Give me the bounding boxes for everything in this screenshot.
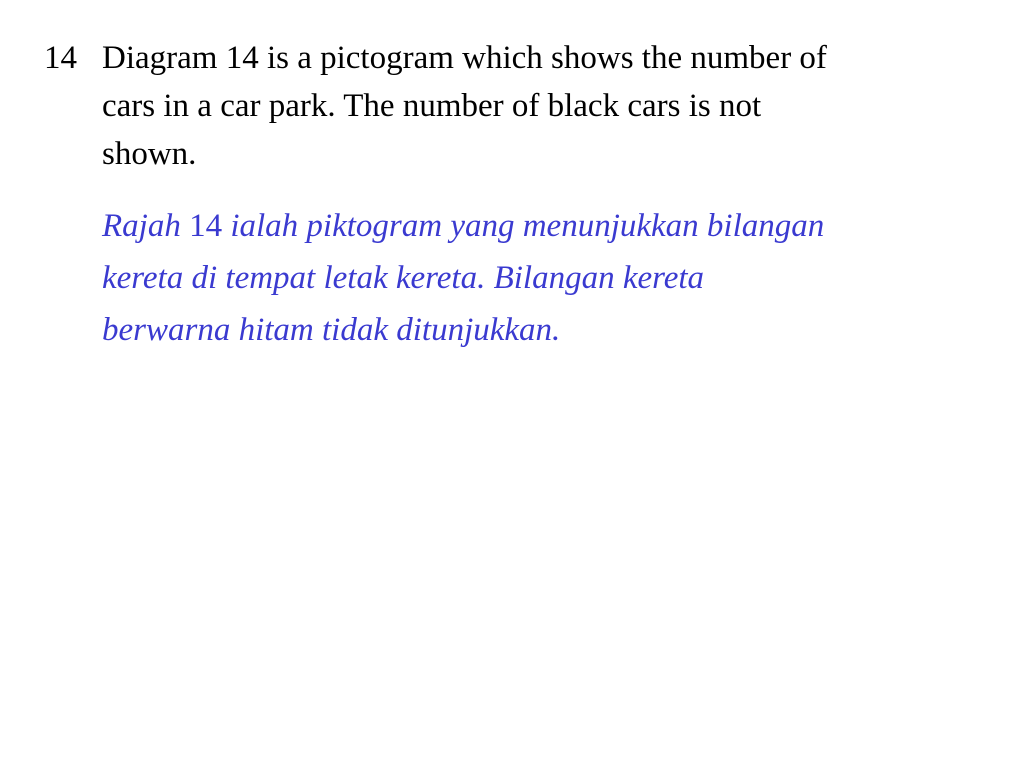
question-text-english: Diagram 14 is a pictogram which shows the number of cars in a car park. The number of black cars is not shown. bbox=[102, 40, 827, 172]
question-number: 14 bbox=[44, 40, 77, 76]
question-text-malay bbox=[102, 200, 997, 356]
malay-diagram-number: 14 bbox=[180, 208, 231, 244]
malay-text-part2: ialah piktogram yang menunjukkan bilangan kereta di tempat letak kereta. Bilangan kereta berwarna hitam tidak ditunjukkan. bbox=[102, 208, 825, 348]
malay-text-part1: Rajah bbox=[102, 208, 181, 244]
